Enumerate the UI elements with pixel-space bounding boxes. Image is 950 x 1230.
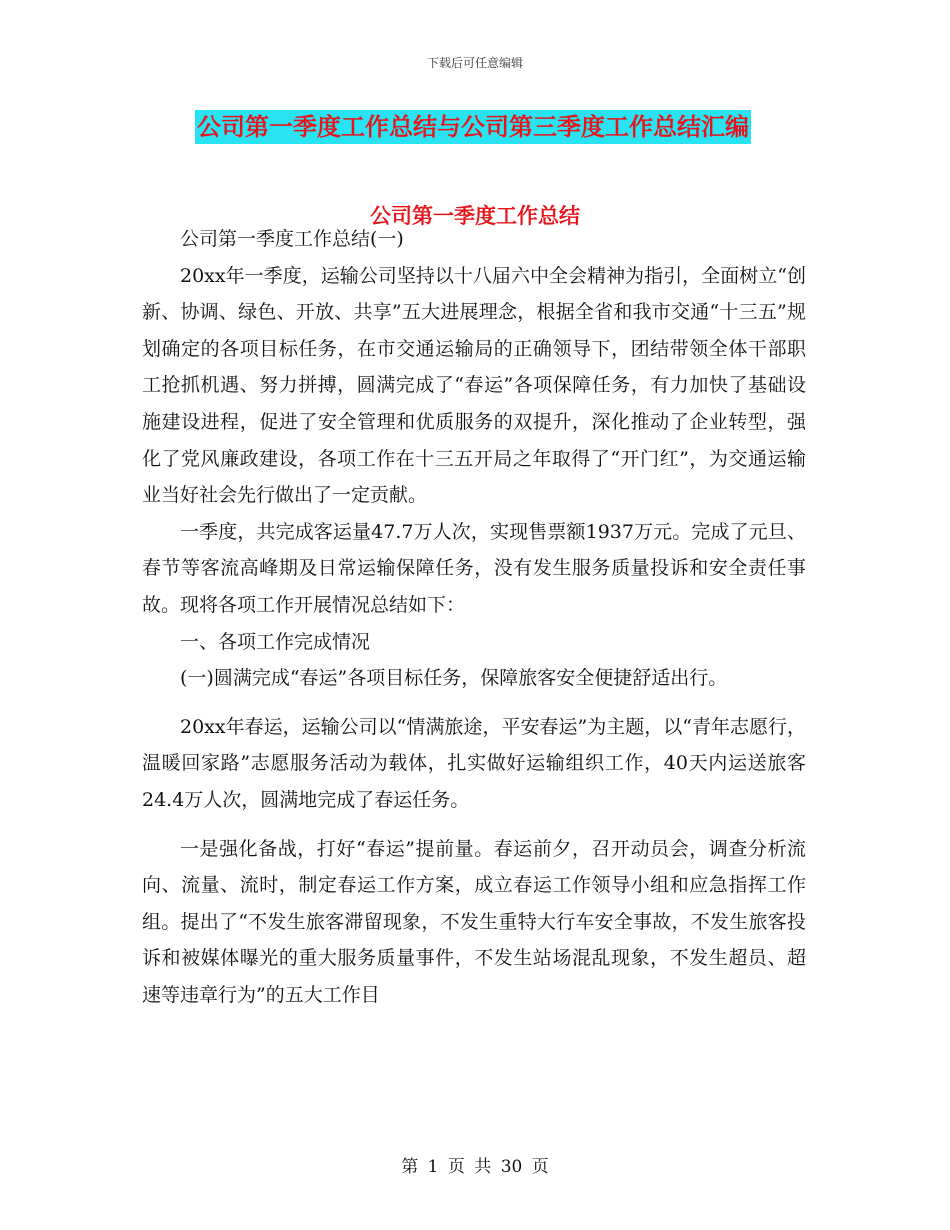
paragraph-preparation: 一是强化备战，打好“春运”提前量。春运前夕，召开动员会，调查分析流向、流量、流时，制定春运工作方案，成立春运工作领导小组和应急指挥工作组。提出了“不发生旅客滞留现象，不发生重特大行车安全事故，不发生旅客投诉和被媒体曝光的重大服务质量事件，不发生站场混乱现象，不发生超员、超速等违章行为”的五大工作目: [142, 837, 806, 1006]
body-text: [142, 221, 806, 1013]
paragraph-heading-1-1: (一)圆满完成“春运”各项目标任务，保障旅客安全便捷舒适出行。: [180, 667, 728, 690]
paragraph-subtitle: 公司第一季度工作总结(一): [180, 228, 404, 250]
header-note: 下载后可任意编辑: [426, 56, 523, 70]
paragraph-intro: 20xx年一季度，运输公司坚持以十八届六中全会精神为指引，全面树立“创新、协调、绿色、开放、共享”五大进展理念，根据全省和我市交通“十三五”规划确定的各项目标任务，在市交通运输局的正确领导下，团结带领全体干部职工抢抓机遇、努力拼搏，圆满完成了“春运”各项保障任务，有力加快了基础设施建设进程，促进了安全管理和优质服务的双提升，深化推动了企业转型，强化了党风廉政建设，各项工作在十三五开局之年取得了“开门红”，为交通运输业当好社会先行做出了一定贡献。: [142, 264, 806, 507]
page-footer: 第 1 页 共 30 页: [401, 1157, 549, 1177]
paragraph-summary: 一季度，共完成客运量47.7万人次，实现售票额1937万元。完成了元旦、春节等客流高峰期及日常运输保障任务，没有发生服务质量投诉和安全责任事故。现将各项工作开展情况总结如下：: [142, 520, 806, 616]
paragraph-spring-transport: 20xx年春运，运输公司以“情满旅途，平安春运”为主题，以“青年志愿行，温暖回家路”志愿服务活动为载体，扎实做好运输组织工作，40天内运送旅客24.4万人次，圆满地完成了春运任务。: [142, 715, 806, 811]
main-title: 公司第一季度工作总结与公司第三季度工作总结汇编: [195, 110, 751, 144]
section-title: 公司第一季度工作总结: [370, 204, 580, 228]
paragraph-heading-1: 一、各项工作完成情况: [180, 630, 371, 653]
